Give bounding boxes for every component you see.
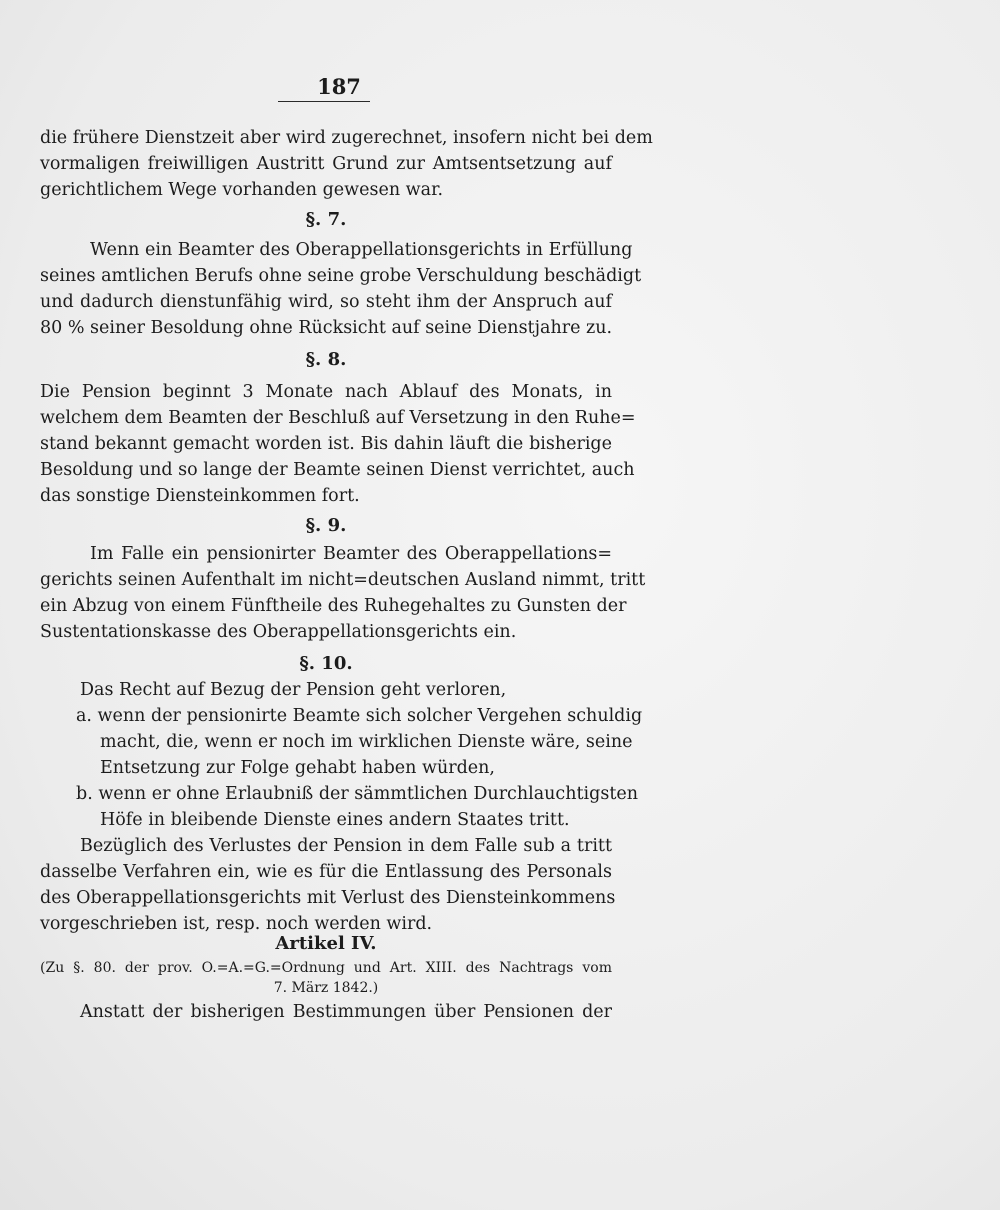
page-number: 187 <box>317 74 361 99</box>
article-heading: Artikel IV. <box>275 933 377 954</box>
text-line: und dadurch dienstunfähig wird, so steht ihm der Anspruch auf <box>40 292 612 312</box>
text-line: vorgeschrieben ist, resp. noch werden wird. <box>40 914 433 934</box>
page-number-rule <box>278 101 370 102</box>
section-heading: §. 8. <box>305 349 347 370</box>
text-line: Die Pension beginnt 3 Monate nach Ablauf des Monats, in <box>40 382 612 402</box>
text-line: Anstatt der bisherigen Bestimmungen über Pensionen der <box>80 1002 612 1022</box>
text-line: Besoldung und so lange der Beamte seinen Dienst verrichtet, auch <box>40 460 635 480</box>
text-line: seines amtlichen Berufs ohne seine grobe Verschuldung beschädigt <box>40 266 642 286</box>
text-line: ein Abzug von einem Fünftheile des Ruhegehaltes zu Gunsten der <box>40 596 627 616</box>
text-line: Sustentationskasse des Oberappellationsgerichts ein. <box>40 622 517 642</box>
text-line: Entsetzung zur Folge gehabt haben würden, <box>100 758 495 778</box>
text-line: 80 % seiner Besoldung ohne Rücksicht auf seine Dienstjahre zu. <box>40 318 613 338</box>
section-heading: §. 7. <box>305 209 347 230</box>
article-note: (Zu §. 80. der prov. O.=A.=G.=Ordnung und Art. XIII. des Nachtrags vom <box>40 960 612 976</box>
text-line: gerichtlichem Wege vorhanden gewesen war. <box>40 180 444 200</box>
text-line: die frühere Dienstzeit aber wird zugerechnet, insofern nicht bei dem <box>40 128 653 148</box>
text-line: das sonstige Diensteinkommen fort. <box>40 486 360 506</box>
text-line: dasselbe Verfahren ein, wie es für die Entlassung des Personals <box>40 862 612 882</box>
text-line: Bezüglich des Verlustes der Pension in dem Falle sub a tritt <box>80 836 612 856</box>
text-line: macht, die, wenn er noch im wirklichen Dienste wäre, seine <box>100 732 633 752</box>
text-line: Höfe in bleibende Dienste eines andern Staates tritt. <box>100 810 570 830</box>
text-line: Im Falle ein pensionirter Beamter des Oberappellations= <box>90 544 612 564</box>
article-note: 7. März 1842.) <box>273 980 379 996</box>
text-line: des Oberappellationsgerichts mit Verlust des Diensteinkommens <box>40 888 616 908</box>
text-line: Wenn ein Beamter des Oberappellationsgerichts in Erfüllung <box>90 240 633 260</box>
section-heading: §. 10. <box>299 653 353 674</box>
text-line: welchem dem Beamten der Beschluß auf Versetzung in den Ruhe= <box>40 408 636 428</box>
text-line: b. wenn er ohne Erlaubniß der sämmtlichen Durchlauchtigsten <box>76 784 638 804</box>
text-line: gerichts seinen Aufenthalt im nicht=deutschen Ausland nimmt, tritt <box>40 570 646 590</box>
text-line: Das Recht auf Bezug der Pension geht verloren, <box>80 680 507 700</box>
section-heading: §. 9. <box>305 515 347 536</box>
text-line: a. wenn der pensionirte Beamte sich solcher Vergehen schuldig <box>76 706 643 726</box>
text-line: vormaligen freiwilligen Austritt Grund zur Amtsentsetzung auf <box>40 154 612 174</box>
text-line: stand bekannt gemacht worden ist. Bis dahin läuft die bisherige <box>40 434 612 454</box>
